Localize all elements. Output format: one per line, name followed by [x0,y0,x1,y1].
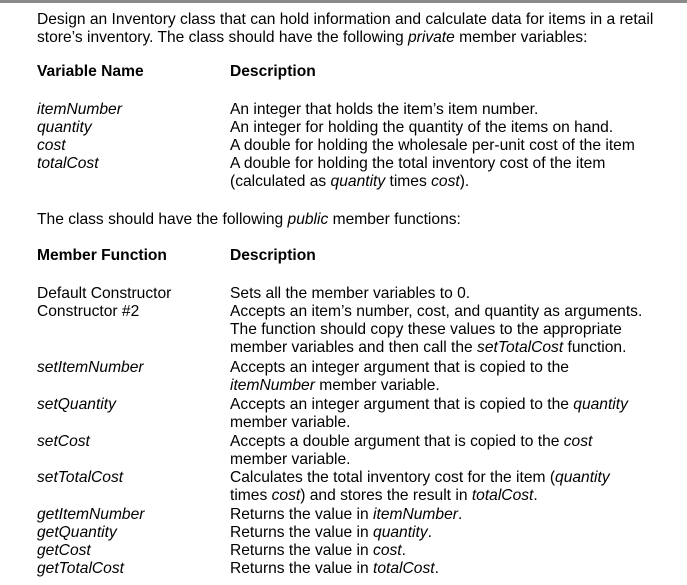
emphasis: itemNumber [230,377,315,394]
function-description [230,506,680,524]
emphasis: totalCost [373,560,435,577]
function-name: setTotalCost [37,469,124,486]
emphasis: cost [431,173,460,190]
description-line: The function should copy these values to the appropriate [230,321,622,338]
description-line [230,173,680,191]
public-intro-text: The class should have the following [37,211,288,228]
public-intro-paragraph [37,211,677,229]
variable-name: itemNumber [37,101,122,118]
function-description [230,359,680,395]
text: member variable. [314,377,440,394]
text: ). [459,173,470,190]
text: Returns the value in [230,542,374,559]
variable-description: A double for holding the wholesale per-unit cost of the item [230,137,635,154]
public-intro-emphasis: public [287,211,329,228]
text: Returns the value in [230,560,374,577]
text: Returns the value in [230,506,374,523]
variable-description: An integer that holds the item’s item number. [230,101,539,118]
text: Returns the value in [230,524,374,541]
variable-description [230,155,680,191]
function-name: getQuantity [37,524,117,541]
intro-text: Design an Inventory class that can hold information and calculate data for items in a retail store’s inventory. The class should have the following [37,11,654,46]
text: . [533,487,538,504]
description-line: A double for holding the total inventory cost of the item [230,155,606,172]
emphasis: itemNumber [373,506,458,523]
description-line: member variable. [230,451,351,468]
description-line [230,487,680,505]
function-name: setItemNumber [37,359,144,376]
function-name: setCost [37,433,90,450]
function-description [230,396,680,432]
text: function. [563,339,627,356]
description-line [230,339,680,357]
function-name: setQuantity [37,396,116,413]
function-name: getCost [37,542,91,559]
description-line [230,396,680,414]
public-intro-text-end: member functions: [328,211,461,228]
function-description-header: Description [230,247,316,264]
emphasis: quantity [555,469,610,486]
variable-name: quantity [37,119,92,136]
text: Accepts an integer argument that is copied to the [230,396,574,413]
text: . [401,542,406,559]
text: times [385,173,432,190]
function-description [230,542,680,560]
variable-description-header: Description [230,63,316,80]
text: Accepts a double argument that is copied to the [230,433,564,450]
description-line [230,433,680,451]
description-line: Accepts an item’s number, cost, and quantity as arguments. [230,303,643,320]
text: (calculated as [230,173,331,190]
function-name: getTotalCost [37,560,124,577]
variable-name-header: Variable Name [37,63,144,80]
function-description [230,469,680,505]
function-description [230,303,680,357]
function-name: getItemNumber [37,506,145,523]
variable-name: totalCost [37,155,99,172]
member-function-header: Member Function [37,247,167,264]
emphasis: quantity [373,524,428,541]
text: . [427,524,432,541]
description-line [230,377,680,395]
text: ) and stores the result in [300,487,472,504]
emphasis: cost [271,487,301,504]
function-description [230,560,680,578]
intro-paragraph [37,11,677,47]
function-name: Default Constructor [37,285,172,302]
variable-description: An integer for holding the quantity of the items on hand. [230,119,614,136]
function-name: Constructor #2 [37,303,140,320]
intro-text-end: member variables: [454,29,588,46]
text: . [457,506,463,523]
description-line [230,469,680,487]
emphasis: quantity [573,396,628,413]
text: member variables and then call the [230,339,478,356]
function-description [230,433,680,469]
function-description [230,524,680,542]
text: Calculates the total inventory cost for the item ( [230,469,556,486]
text: . [434,560,439,577]
emphasis: setTotalCost [477,339,564,356]
function-description: Sets all the member variables to 0. [230,285,471,302]
emphasis: cost [563,433,593,450]
emphasis: cost [373,542,402,559]
emphasis: totalCost [471,487,534,504]
variable-name: cost [37,137,66,154]
intro-emphasis: private [408,29,455,46]
emphasis: quantity [330,173,386,190]
top-rule [0,0,687,3]
description-line: member variable. [230,414,351,431]
description-line: Accepts an integer argument that is copied to the [230,359,569,376]
text: times [230,487,272,504]
